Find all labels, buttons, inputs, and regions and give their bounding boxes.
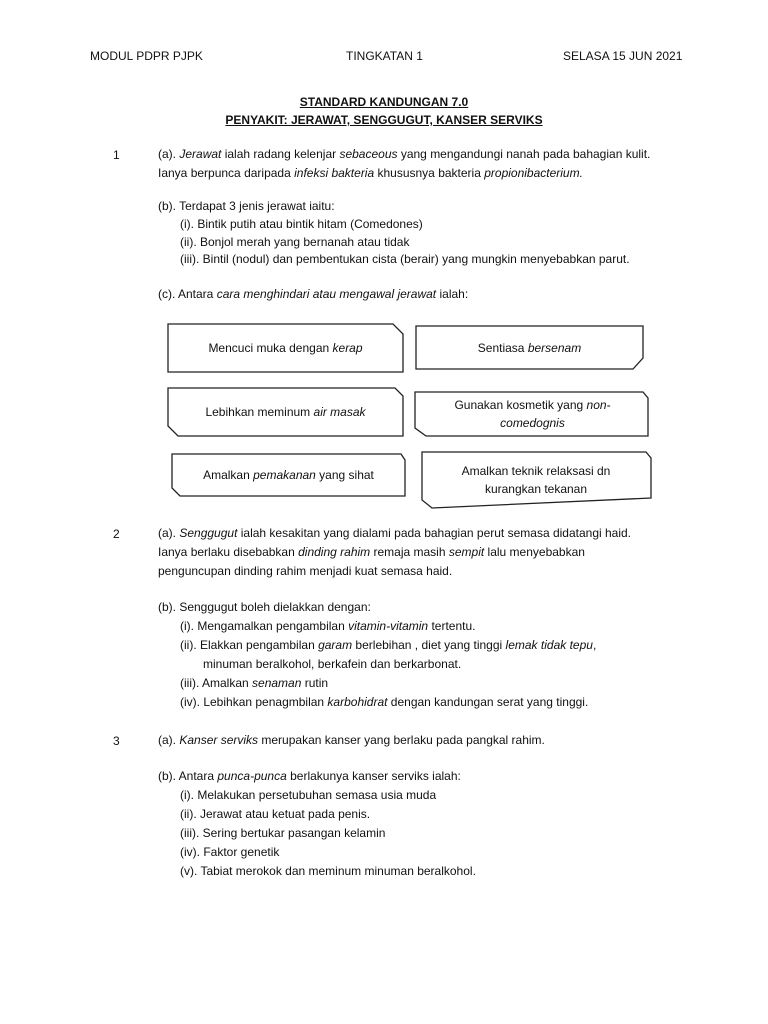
title-standard: STANDARD KANDUNGAN 7.0 [299, 95, 469, 109]
section-2b-item: (iv). Lebihkan penagmbilan karbohidrat dengan kandungan serat yang tinggi. [180, 695, 589, 709]
section-1-number: 1 [113, 148, 120, 162]
header-date: SELASA 15 JUN 2021 [563, 49, 683, 63]
header-form: TINGKATAN 1 [346, 49, 423, 63]
section-1b-item: (ii). Bonjol merah yang bernanah atau tidak [180, 235, 410, 249]
section-3b-item: (ii). Jerawat atau ketuat pada penis. [180, 807, 371, 821]
tip-box-wash-face: Mencuci muka dengan kerap [208, 341, 363, 355]
section-2b-item-cont: minuman beralkohol, berkafein dan berkarbonat. [203, 657, 462, 671]
section-3b-item: (iv). Faktor genetik [180, 845, 280, 859]
section-2-number: 2 [113, 527, 120, 541]
tip-box-healthy-diet: Amalkan pemakanan yang sihat [203, 468, 374, 482]
tip-box-cosmetics: Gunakan kosmetik yang non-comedognis [454, 398, 611, 430]
tip-box-relaxation: Amalkan teknik relaksasi dn kurangkan tekanan [461, 464, 611, 496]
section-3b-item: (iii). Sering bertukar pasangan kelamin [180, 826, 386, 840]
section-2b-item: (iii). Amalkan senaman rutin [180, 676, 329, 690]
section-3b-intro: (b). Antara punca-punca berlakunya kanser serviks ialah: [158, 769, 461, 783]
section-2b-intro: (b). Senggugut boleh dielakkan dengan: [158, 600, 371, 614]
section-1b-item: (i). Bintik putih atau bintik hitam (Comedones) [180, 217, 423, 231]
section-2b-item: (ii). Elakkan pengambilan garam berlebihan , diet yang tinggi lemak tidak tepu, [180, 638, 597, 652]
section-2a-line1: (a). Senggugut ialah kesakitan yang dialami pada bahagian perut semasa didatangi haid. [158, 526, 632, 540]
section-3a-line: (a). Kanser serviks merupakan kanser yang berlaku pada pangkal rahim. [158, 733, 545, 747]
section-1c-intro: (c). Antara cara menghindari atau mengawal jerawat ialah: [158, 287, 469, 301]
section-1b-intro: (b). Terdapat 3 jenis jerawat iaitu: [158, 199, 335, 213]
tip-box-drink-water: Lebihkan meminum air masak [205, 405, 366, 419]
tip-box-exercise: Sentiasa bersenam [477, 340, 582, 355]
header-module: MODUL PDPR PJPK [90, 49, 203, 63]
section-1a-line1: (a). Jerawat ialah radang kelenjar sebaceous yang mengandungi nanah pada bahagian kulit. [158, 147, 651, 161]
section-3-number: 3 [113, 734, 120, 748]
section-3b-item: (v). Tabiat merokok dan meminum minuman beralkohol. [180, 864, 476, 878]
section-1b-item: (iii). Bintil (nodul) dan pembentukan cista (berair) yang mungkin menyebabkan parut. [180, 252, 630, 266]
title-topic: PENYAKIT: JERAWAT, SENGGUGUT, KANSER SERVIKS [225, 113, 543, 127]
section-1a-line2: Ianya berpunca daripada infeksi bakteria khususnya bakteria propionibacterium. [158, 166, 583, 180]
section-2b-item: (i). Mengamalkan pengambilan vitamin-vitamin tertentu. [180, 619, 476, 633]
section-2a-line3: penguncupan dinding rahim menjadi kuat semasa haid. [158, 564, 453, 578]
section-2a-line2: Ianya berlaku disebabkan dinding rahim remaja masih sempit lalu menyebabkan [158, 545, 585, 559]
section-3b-item: (i). Melakukan persetubuhan semasa usia muda [180, 788, 437, 802]
